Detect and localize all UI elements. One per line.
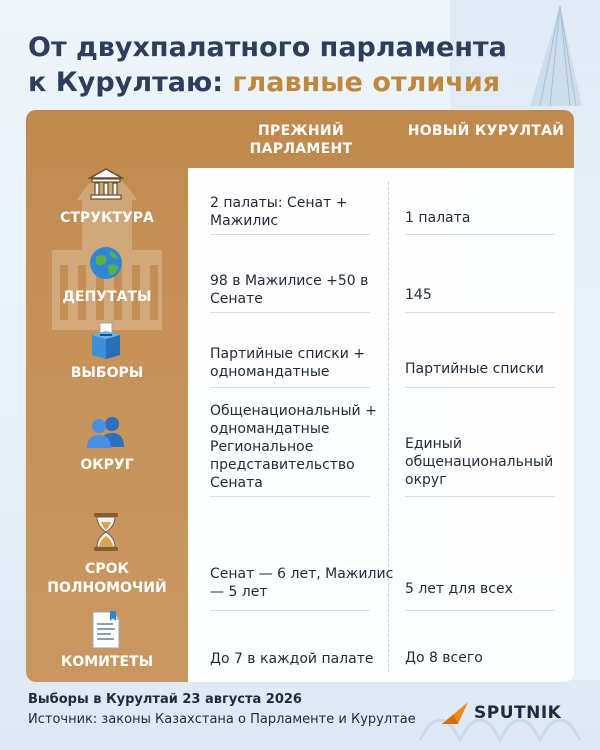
cell-new-committees: До 8 всего (405, 650, 483, 666)
row-label-deputies: ДЕПУТАТЫ (62, 289, 152, 305)
row-divider (210, 610, 370, 611)
cell-new-term: 5 лет для всех (405, 581, 513, 597)
row-label-term: СРОК ПОЛНОМОЧИЙ (47, 561, 167, 596)
column-header-new: НОВЫЙ КУРУЛТАЙ (407, 123, 565, 139)
row-divider (405, 387, 555, 388)
row-divider (210, 234, 370, 235)
cell-old-term: Сенат — 6 лет, Мажилис — 5 лет (210, 566, 394, 600)
cell-new-elections: Партийные списки (405, 361, 544, 377)
cell-new-district: Единый общенациональный округ (405, 436, 554, 488)
people-icon (82, 412, 130, 452)
cell-old-elections: Партийные списки + одномандатные (210, 346, 365, 380)
row-divider (210, 496, 370, 497)
row-divider (210, 387, 370, 388)
row-divider (405, 496, 555, 497)
comparison-table (26, 110, 574, 682)
cell-old-deputies: 98 в Мажилисе +50 в Сенате (210, 273, 369, 307)
row-divider (210, 312, 370, 313)
document-icon (82, 610, 130, 650)
brand-name: SPUTNIK (474, 703, 562, 723)
title-line2: к Курултаю: (28, 67, 233, 98)
cell-new-structure: 1 палата (405, 210, 471, 226)
row-label-structure: СТРУКТУРА (60, 210, 154, 226)
row-label-elections: ВЫБОРЫ (70, 365, 144, 381)
hourglass-icon (82, 512, 130, 552)
page-title (28, 30, 548, 100)
cell-new-deputies: 145 (405, 287, 432, 303)
footer-election-date: Выборы в Курултай 23 августа 2026 (28, 692, 302, 707)
cell-old-district: Общенациональный + одномандатные Региональное представительство Сената (210, 403, 377, 491)
sputnik-logo-icon (440, 700, 470, 726)
row-divider (405, 234, 555, 235)
cell-old-structure: 2 палаты: Сенат + Мажилис (210, 195, 348, 229)
title-line1: От двухпалатного парламента (28, 32, 507, 63)
row-divider (405, 312, 555, 313)
globe-icon (82, 243, 130, 283)
footer-source: Источник: законы Казахстана о Парламенте и Курултае (28, 712, 416, 727)
column-header-old: ПРЕЖНИЙ ПАРЛАМЕНТ (249, 123, 353, 157)
row-label-district: ОКРУГ (80, 457, 134, 473)
row-label-committees: КОМИТЕТЫ (60, 654, 154, 670)
sputnik-logo (440, 700, 561, 726)
building-icon (82, 164, 130, 204)
cell-old-committees: До 7 в каждой палате (210, 651, 374, 667)
title-accent: главные отличия (232, 67, 501, 98)
row-divider (405, 610, 555, 611)
ballot-box-icon (82, 320, 130, 360)
